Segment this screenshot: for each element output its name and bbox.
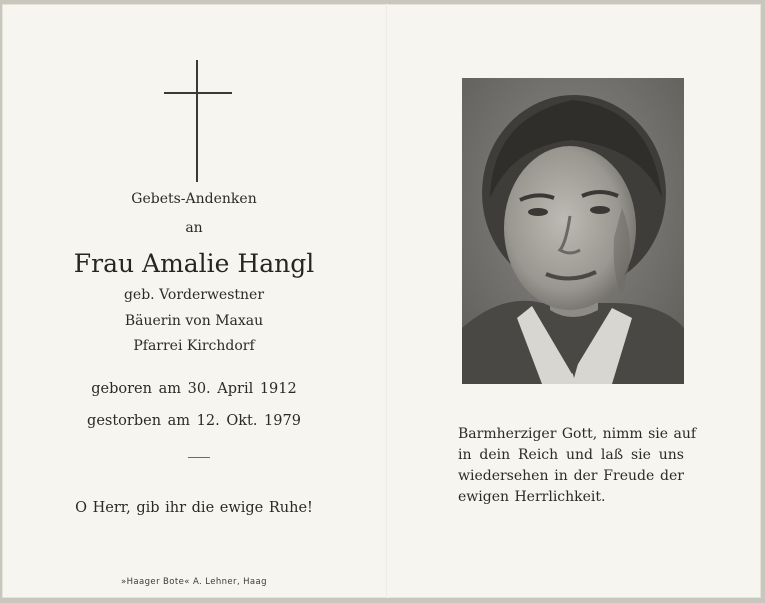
- printer-imprint: »Haager Bote« A. Lehner, Haag: [121, 577, 267, 587]
- heading: Gebets-Andenken: [131, 191, 257, 207]
- cross-icon: [164, 60, 232, 182]
- birth-date: geboren am 30. April 1912: [91, 381, 297, 397]
- prayer-line: in dein Reich und laß sie uns: [458, 447, 684, 463]
- maiden-name: geb. Vorderwestner: [123, 287, 265, 303]
- parish: Pfarrei Kirchdorf: [133, 338, 255, 354]
- death-date: gestorben am 12. Okt. 1979: [87, 413, 301, 429]
- divider: [188, 457, 210, 458]
- left-panel: [2, 4, 386, 598]
- right-panel: [388, 4, 761, 598]
- memorial-card: [2, 4, 761, 598]
- prayer-line: ewigen Herrlichkeit.: [458, 489, 606, 505]
- heading-an: an: [185, 220, 203, 236]
- prayer-text: [458, 424, 697, 508]
- prayer-line: wiedersehen in der Freude der: [458, 468, 684, 484]
- occupation: Bäuerin von Maxau: [124, 313, 264, 329]
- short-prayer: O Herr, gib ihr die ewige Ruhe!: [75, 500, 313, 516]
- prayer-line: Barmherziger Gott, nimm sie auf: [458, 426, 697, 442]
- portrait-photo: [462, 78, 684, 384]
- deceased-name: Frau Amalie Hangl: [73, 249, 315, 278]
